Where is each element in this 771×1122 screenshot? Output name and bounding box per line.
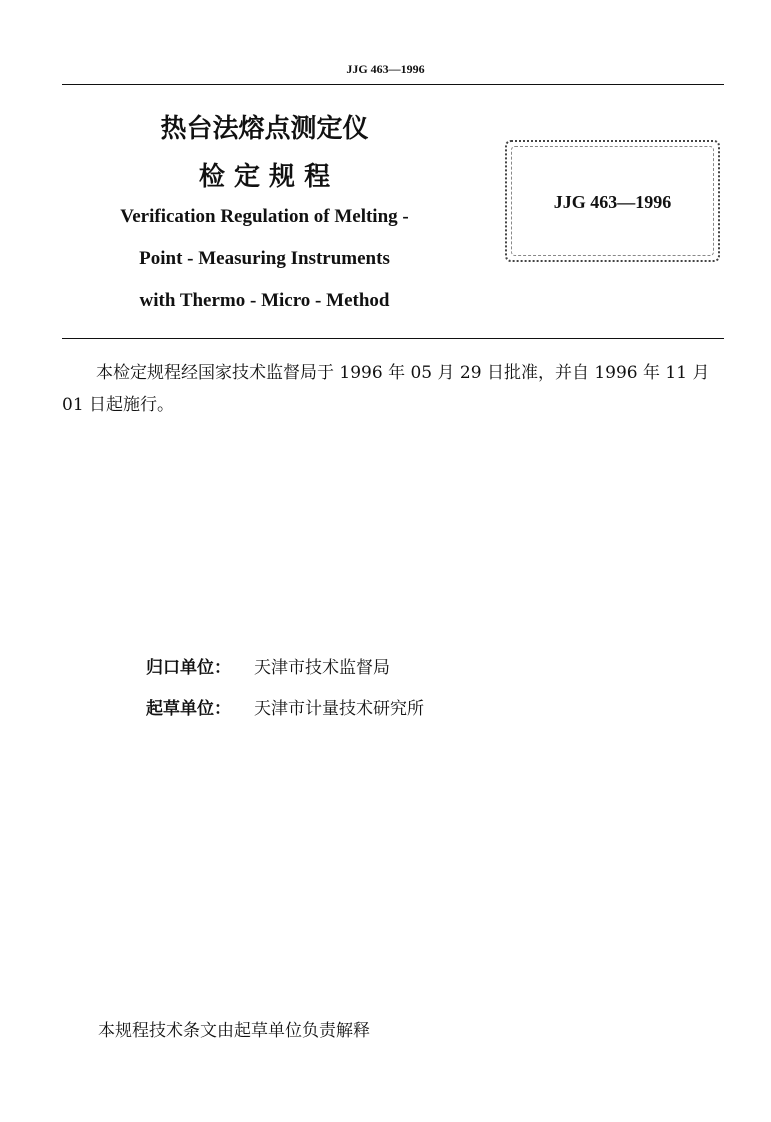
title-chinese-line2: 检 定 规 程 xyxy=(198,162,331,192)
responsible-unit-row xyxy=(146,653,390,678)
header-standard-code: JJG 463—1996 xyxy=(346,62,425,76)
standard-code-box xyxy=(505,140,720,262)
code-box-text: JJG 463—1996 xyxy=(553,192,672,212)
drafting-unit-value: 天津市计量技术研究所 xyxy=(254,699,424,719)
title-rule xyxy=(62,338,724,339)
title-chinese-line1: 热台法熔点测定仪 xyxy=(160,114,369,144)
drafting-unit-label: 起草单位： xyxy=(146,699,231,719)
drafting-unit-row xyxy=(146,694,424,719)
interpretation-note: 本规程技术条文由起草单位负责解释 xyxy=(98,1021,370,1041)
approval-statement: 本检定规程经国家技术监督局于 1996 年 05 月 29 日批准，并自 1996 年 11 月 01 日起施行。 xyxy=(62,363,710,415)
title-english-line2: Point - Measuring Instruments xyxy=(139,248,390,269)
header-rule xyxy=(62,84,724,85)
responsible-unit-value: 天津市技术监督局 xyxy=(254,658,390,678)
title-english-line3: with Thermo - Micro - Method xyxy=(139,290,390,311)
responsible-unit-label: 归口单位： xyxy=(146,658,231,678)
title-english-line1: Verification Regulation of Melting - xyxy=(120,206,409,227)
